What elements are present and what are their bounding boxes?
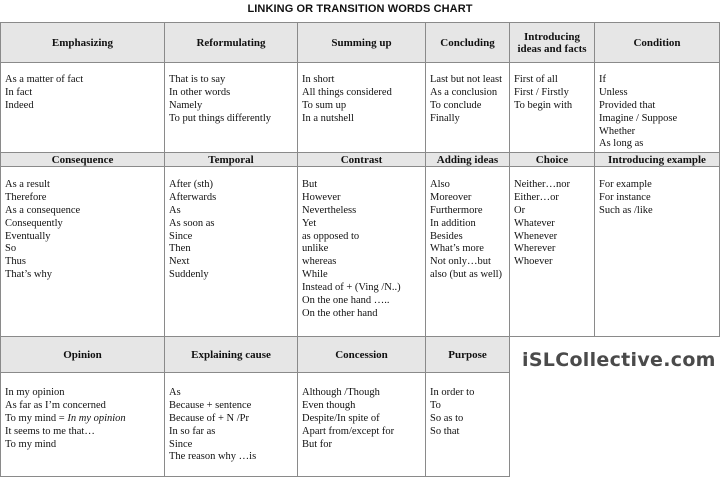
cell-choice: Neither…nor Either…or Or Whatever Whenever Wherever Whoever: [509, 166, 595, 337]
chart-title: LINKING OR TRANSITION WORDS CHART: [247, 3, 473, 15]
header-emphasizing: Emphasizing: [0, 22, 165, 63]
header-concluding: Concluding: [425, 22, 510, 63]
header-opinion: Opinion: [0, 336, 165, 373]
cell-consequence: As a result Therefore As a consequence Consequently Eventually So Thus That’s why: [0, 166, 165, 337]
header-purpose: Purpose: [425, 336, 510, 373]
header-choice: Choice: [509, 152, 595, 167]
header-adding-ideas: Adding ideas: [425, 152, 510, 167]
header-contrast: Contrast: [297, 152, 426, 167]
italic-phrase: In my opinion: [67, 412, 126, 424]
cell-temporal: After (sth) Afterwards As As soon as Since Then Next Suddenly: [164, 166, 298, 337]
header-summing-up: Summing up: [297, 22, 426, 63]
cell-reformulating: That is to say In other words Namely To put things differently: [164, 62, 298, 153]
cell-explaining-cause: As Because + sentence Because of + N /Pr In so far as Since The reason why …is: [164, 372, 298, 477]
header-introducing-example: Introducing example: [594, 152, 720, 167]
header-reformulating: Reformulating: [164, 22, 298, 63]
cell-summing-up: In short All things considered To sum up In a nutshell: [297, 62, 426, 153]
cell-concession: Although /Though Even though Despite/In spite of Apart from/except for But for: [297, 372, 426, 477]
cell-contrast: But However Nevertheless Yet as opposed to unlike whereas While Instead of + (Ving /N..) On the one hand ….. On the other hand: [297, 166, 426, 337]
header-explaining-cause: Explaining cause: [164, 336, 298, 373]
cell-introducing-ideas: First of all First / Firstly To begin with: [509, 62, 595, 153]
header-temporal: Temporal: [164, 152, 298, 167]
header-condition: Condition: [594, 22, 720, 63]
cell-introducing-example: For example For instance Such as /like: [594, 166, 720, 337]
header-introducing-ideas: Introducing ideas and facts: [509, 22, 595, 63]
cell-opinion: In my opinion As far as I’m concerned To my mind = In my opinion It seems to me that… To my mind: [0, 372, 165, 477]
header-concession: Concession: [297, 336, 426, 373]
cell-emphasizing: As a matter of fact In fact Indeed: [0, 62, 165, 153]
cell-adding-ideas: Also Moreover Furthermore In addition Besides What’s more Not only…but also (but as well): [425, 166, 510, 337]
cell-condition: If Unless Provided that Imagine / Suppose Whether As long as: [594, 62, 720, 153]
cell-concluding: Last but not least As a conclusion To conclude Finally: [425, 62, 510, 153]
header-consequence: Consequence: [0, 152, 165, 167]
transition-words-table: [0, 22, 720, 479]
islcollective-watermark: iSLCollective.com: [522, 349, 716, 371]
cell-purpose: In order to To So as to So that: [425, 372, 510, 477]
